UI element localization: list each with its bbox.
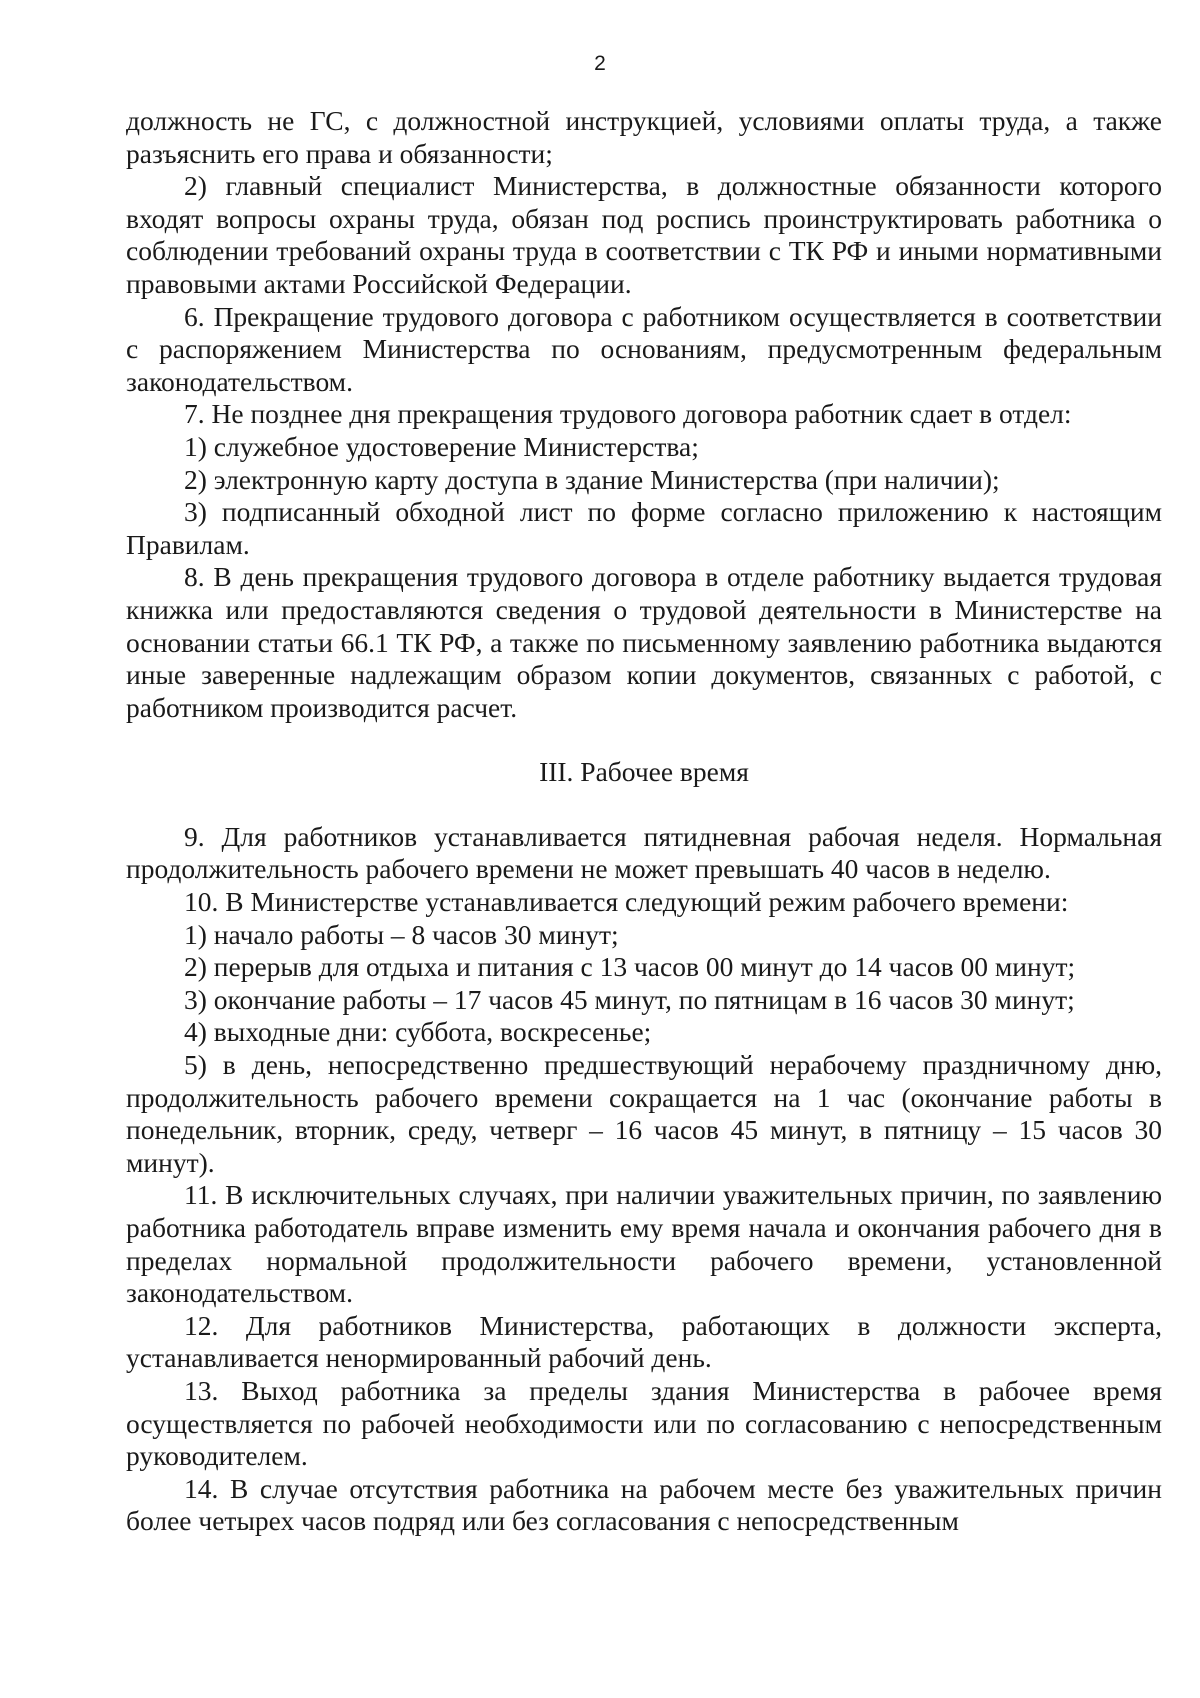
paragraph: 1) начало работы – 8 часов 30 минут; <box>184 918 619 950</box>
paragraph: 9. Для работников устанавливается пятидневная рабочая неделя. Нормальная продолжительность рабочего времени не может превышать 40 часов в неделю. <box>126 820 1162 885</box>
paragraph: 13. Выход работника за пределы здания Министерства в рабочее время осуществляется по рабочей необходимости или по согласованию с непосредственным руководителем. <box>126 1374 1162 1472</box>
paragraph: 2) перерыв для отдыха и питания с 13 часов 00 минут до 14 часов 00 минут; <box>184 951 1076 983</box>
page-number: 2 <box>594 52 606 75</box>
paragraph: 2) электронную карту доступа в здание Министерства (при наличии); <box>184 463 1000 495</box>
paragraph: 5) в день, непосредственно предшествующий нерабочему праздничному дню, продолжительность рабочего времени сокращается на 1 час (окончание работы в понедельник, вторник, среду, четверг – 16 часов 45 минут, в пятницу – 15 часов 30 минут). <box>126 1049 1162 1178</box>
document-body <box>126 105 1162 1538</box>
paragraph: 3) окончание работы – 17 часов 45 минут, по пятницам в 16 часов 30 минут; <box>184 983 1075 1015</box>
paragraph: 10. В Министерстве устанавливается следующий режим рабочего времени: <box>184 886 1069 918</box>
paragraph: 6. Прекращение трудового договора с работником осуществляется в соответствии с распоряжением Министерства по основаниям, предусмотренным федеральным законодательством. <box>126 300 1162 397</box>
paragraph: должность не ГС, с должностной инструкцией, условиями оплаты труда, а также разъяснить его права и обязанности; <box>126 105 1162 169</box>
paragraph: 14. В случае отсутствия работника на рабочем месте без уважительных причин более четырех часов подряд или без согласования с непосредственным <box>126 1472 1162 1537</box>
paragraph: 1) служебное удостоверение Министерства; <box>184 430 699 462</box>
paragraph: 3) подписанный обходной лист по форме согласно приложению к настоящим Правилам. <box>126 496 1162 560</box>
section-heading: III. Рабочее время <box>539 756 749 788</box>
paragraph: 8. В день прекращения трудового договора в отделе работнику выдается трудовая книжка или предоставляются сведения о трудовой деятельности в Министерстве на основании статьи 66.1 ТК РФ, а также по письменному заявлению работника выдаются иные заверенные надлежащим образом копии документов, связанных с работой, с работником производится расчет. <box>126 561 1162 723</box>
paragraph: 12. Для работников Министерства, работающих в должности эксперта, устанавливается ненормированный рабочий день. <box>126 1309 1162 1374</box>
paragraph: 7. Не позднее дня прекращения трудового договора работник сдает в отдел: <box>184 398 1072 430</box>
paragraph: 11. В исключительных случаях, при наличии уважительных причин, по заявлению работника работодатель вправе изменить ему время начала и окончания рабочего дня в пределах нормальной продолжительности рабочего времени, установленной законодательством. <box>126 1179 1162 1309</box>
paragraph: 4) выходные дни: суббота, воскресенье; <box>184 1016 652 1048</box>
paragraph: 2) главный специалист Министерства, в должностные обязанности которого входят вопросы охраны труда, обязан под роспись проинструктировать работника о соблюдении требований охраны труда в соответствии с ТК РФ и иными нормативными правовыми актами Российской Федерации. <box>126 170 1162 299</box>
